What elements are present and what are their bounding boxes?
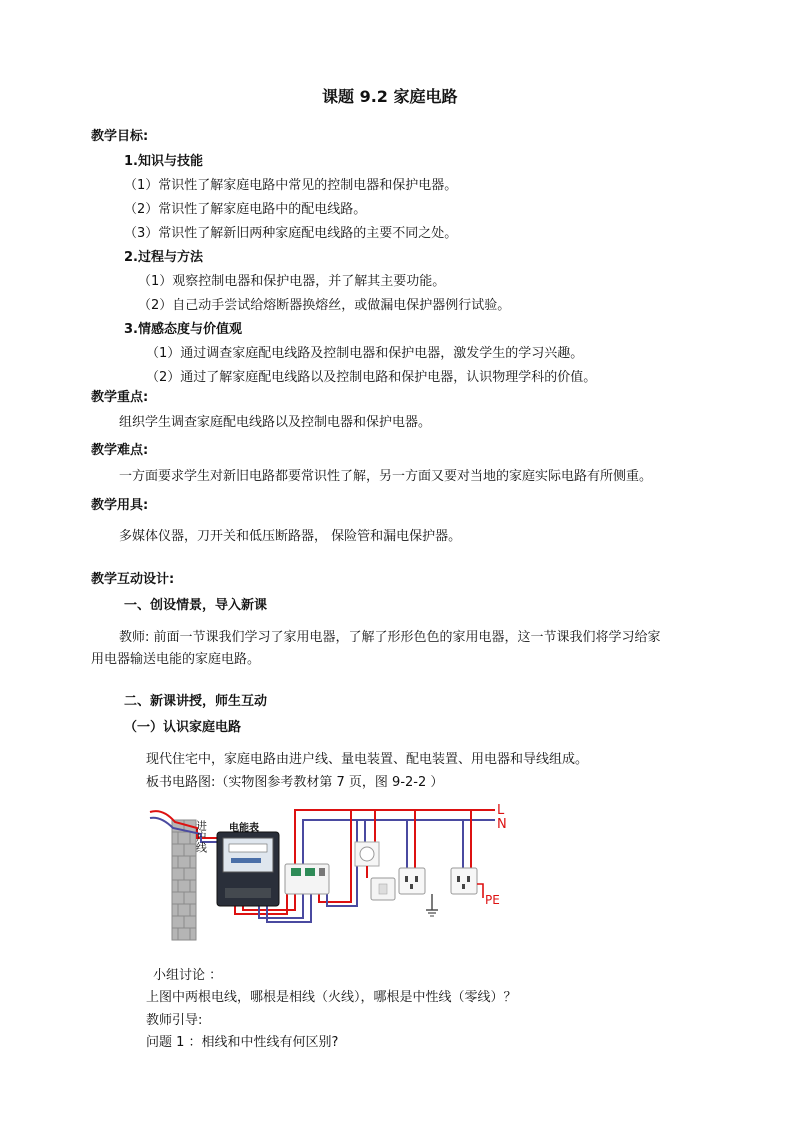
socket-1 [399,868,438,916]
key-points-text: 组织学生调查家庭配电线路以及控制电器和保护电器。 [119,415,432,430]
discussion-question: 上图中两根电线，哪根是相线（火线），哪根是中性线（零线）？ [146,990,517,1005]
process-heading: 2.过程与方法 [124,250,203,265]
process-item-2: （2）自己动手尝试给熔断器换熔丝，或做漏电保护器例行试验。 [138,298,511,313]
sub1-board: 板书电路图:（实物图参考教材第 7 页，图 9-2-2 ） [146,775,444,790]
attitude-heading: 3.情感态度与价值观 [124,322,242,337]
label-N: N [497,817,507,832]
part1-heading: 一、创设情景，导入新课 [124,598,268,613]
objectives-heading: 教学目标: [91,129,149,144]
difficulties-heading: 教学难点: [91,443,149,458]
question-1: 问题 1 ：相线和中性线有何区别? [146,1035,339,1050]
incoming-line-label: 进户线 [194,820,208,853]
meter-label: 电能表 [229,823,259,834]
electricity-meter [217,832,279,906]
knowledge-item-3: （3）常识性了解新旧两种家庭配电线路的主要不同之处。 [124,226,458,241]
tools-heading: 教学用具: [91,498,149,513]
knowledge-heading: 1.知识与技能 [124,154,203,169]
part1-line2: 用电器输送电能的家庭电路。 [91,652,261,667]
tools-text: 多媒体仪器，刀开关和低压断路器， 保险管和漏电保护器。 [119,529,462,544]
circuit-diagram [145,798,525,943]
knowledge-item-2: （2）常识性了解家庭电路中的配电线路。 [124,202,367,217]
key-points-heading: 教学重点: [91,390,149,405]
discussion-heading: 小组讨论 ： [153,968,223,983]
process-item-1: （1）观察控制电器和保护电器，并了解其主要功能。 [138,274,446,289]
teacher-guide: 教师引导: [146,1013,203,1028]
page-title: 课题 9.2 家庭电路 [322,87,458,106]
difficulties-text: 一方面要求学生对新旧电路都要常识性了解，另一方面又要对当地的家庭实际电路有所侧重。 [119,469,653,484]
socket-2 [451,868,483,898]
attitude-item-1: （1）通过调查家庭配电线路及控制电器和保护电器，激发学生的学习兴趣。 [146,346,584,361]
attitude-item-2: （2）通过了解家庭配电线路以及控制电路和保护电器，认识物理学科的价值。 [146,370,597,385]
part2-heading: 二、新课讲授，师生互动 [124,694,268,709]
sub1-text: 现代住宅中，家庭电路由进户线、量电装置、配电装置、用电器和导线组成。 [146,752,589,767]
circuit-breaker [285,864,329,894]
brick-wall [172,820,196,940]
light-switch [371,878,395,900]
knowledge-item-1: （1）常识性了解家庭电路中常见的控制电器和保护电器。 [124,178,458,193]
part1-line1: 教师: 前面一节课我们学习了家用电器，了解了形形色色的家用电器，这一节课我们将学习给家 [119,630,661,645]
light-fixture [355,842,379,878]
design-heading: 教学互动设计: [91,572,175,587]
sub1-heading: （一）认识家庭电路 [124,720,242,735]
label-PE: PE [485,893,500,907]
label-L: L [497,803,505,818]
